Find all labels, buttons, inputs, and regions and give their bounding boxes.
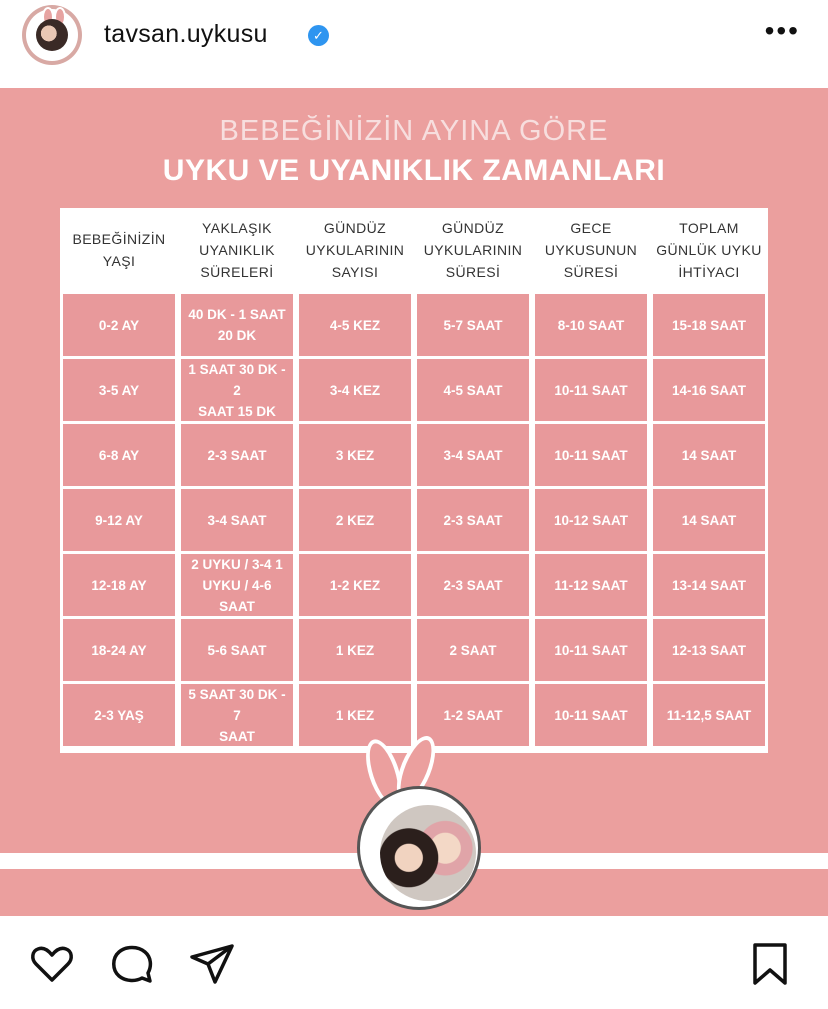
table-cell: 11-12,5 SAAT (653, 684, 765, 746)
table-cell: 3-4 SAAT (181, 489, 293, 551)
table-row-label: 3-5 AY (63, 359, 175, 421)
table-column-header: YAKLAŞIK UYANIKLIK SÜRELERİ (199, 220, 275, 280)
table-row-label: 12-18 AY (63, 554, 175, 616)
table-cell: 4-5 SAAT (417, 359, 529, 421)
table-column-header: BEBEĞİNİZİN YAŞI (72, 231, 166, 269)
table-row-label: 6-8 AY (63, 424, 175, 486)
table-cell: 1-2 SAAT (417, 684, 529, 746)
table-row-label: 0-2 AY (63, 294, 175, 356)
table-cell: 3-4 KEZ (299, 359, 411, 421)
table-cell: 1 KEZ (299, 619, 411, 681)
table-cell: 14 SAAT (653, 424, 765, 486)
post-title-line2: UYKU VE UYANIKLIK ZAMANLARI (162, 154, 666, 187)
post-image[interactable] (0, 88, 828, 916)
table-cell: 4-5 KEZ (299, 294, 411, 356)
table-cell: 14-16 SAAT (653, 359, 765, 421)
table-cell: 11-12 SAAT (535, 554, 647, 616)
table-cell: 40 DK - 1 SAAT 20 DK (181, 294, 293, 356)
table-cell: 2-3 SAAT (417, 489, 529, 551)
logo-photo (380, 805, 476, 901)
table-cell: 10-11 SAAT (535, 424, 647, 486)
table-cell: 1 SAAT 30 DK - 2 SAAT 15 DK (181, 359, 293, 421)
post-header (0, 0, 828, 72)
post-title-line1: BEBEĞİNİZİN AYINA GÖRE (219, 115, 609, 147)
table-cell: 13-14 SAAT (653, 554, 765, 616)
table-cell: 10-11 SAAT (535, 684, 647, 746)
post-actions (0, 930, 828, 1000)
comment-icon[interactable] (108, 940, 156, 988)
table-cell: 2-3 SAAT (417, 554, 529, 616)
more-options-icon[interactable]: ••• (764, 15, 800, 46)
table-cell: 1-2 KEZ (299, 554, 411, 616)
table-cell: 2 UYKU / 3-4 1 UYKU / 4-6 SAAT (181, 554, 293, 616)
table-cell: 10-11 SAAT (535, 619, 647, 681)
table-column-header: GÜNDÜZ UYKULARININ SÜRESİ (423, 220, 523, 280)
table-cell: 10-11 SAAT (535, 359, 647, 421)
table-column-header: GECE UYKUSUNUN SÜRESİ (544, 220, 638, 280)
table-cell: 15-18 SAAT (653, 294, 765, 356)
share-icon[interactable] (188, 940, 236, 988)
heart-icon[interactable] (28, 940, 76, 988)
table-row-label: 9-12 AY (63, 489, 175, 551)
table-cell: 2-3 SAAT (181, 424, 293, 486)
table-cell: 2 SAAT (417, 619, 529, 681)
table-cell: 14 SAAT (653, 489, 765, 551)
bookmark-icon[interactable] (746, 940, 794, 988)
sleep-table (60, 208, 768, 753)
table-cell: 3-4 SAAT (417, 424, 529, 486)
table-row-label: 2-3 YAŞ (63, 684, 175, 746)
table-cell: 5-7 SAAT (417, 294, 529, 356)
table-column-header: GÜNDÜZ UYKULARININ SAYISI (305, 220, 405, 280)
profile-avatar[interactable] (22, 5, 82, 65)
table-cell: 5 SAAT 30 DK - 7 SAAT (181, 684, 293, 746)
table-row-label: 18-24 AY (63, 619, 175, 681)
table-cell: 5-6 SAAT (181, 619, 293, 681)
username[interactable]: tavsan.uykusu (104, 20, 268, 48)
table-cell: 3 KEZ (299, 424, 411, 486)
table-cell: 10-12 SAAT (535, 489, 647, 551)
table-cell: 8-10 SAAT (535, 294, 647, 356)
table-cell: 2 KEZ (299, 489, 411, 551)
verified-badge-icon: ✓ (308, 25, 329, 46)
brand-logo (355, 728, 489, 918)
table-column-header: TOPLAM GÜNLÜK UYKU İHTİYACI (656, 220, 762, 280)
table-cell: 12-13 SAAT (653, 619, 765, 681)
table-cell: 1 KEZ (299, 684, 411, 746)
